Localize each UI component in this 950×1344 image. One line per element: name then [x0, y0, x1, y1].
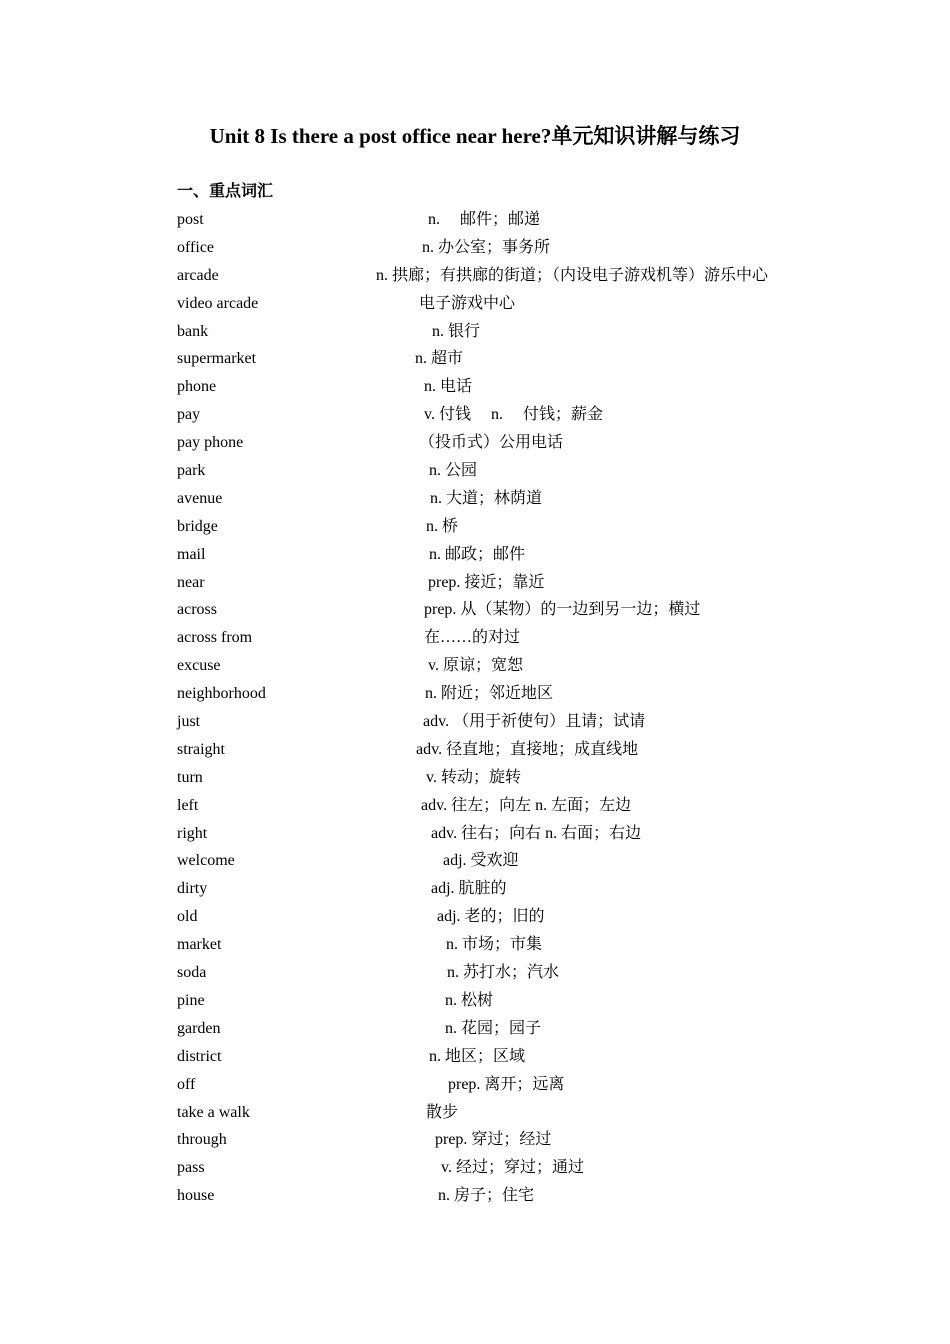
vocab-word: just	[177, 713, 201, 731]
vocab-word: across from	[177, 629, 253, 647]
vocab-word: welcome	[177, 852, 235, 870]
vocab-row	[0, 401, 950, 429]
vocab-definition: adv. 往左；向左 n. 左面；左边	[421, 796, 632, 814]
vocab-definition: n. 苏打水；汽水	[447, 964, 560, 982]
vocab-definition: n. 公园	[429, 462, 478, 480]
vocab-definition: n. 办公室；事务所	[422, 238, 551, 256]
vocab-definition: adj. 受欢迎	[443, 852, 519, 870]
vocab-row	[0, 764, 950, 792]
vocab-word: excuse	[177, 657, 221, 675]
vocab-definition: prep. 穿过；经过	[435, 1131, 552, 1149]
vocab-word: across	[177, 601, 217, 619]
vocab-row	[0, 736, 950, 764]
vocab-row	[0, 624, 950, 652]
vocab-row	[0, 513, 950, 541]
vocab-word: avenue	[177, 489, 223, 507]
vocab-row	[0, 1099, 950, 1127]
vocab-word: bridge	[177, 517, 218, 535]
vocab-definition: v. 原谅；宽恕	[428, 657, 523, 675]
vocab-definition: n. 桥	[426, 517, 459, 535]
vocab-definition: n. 市场；市集	[446, 936, 543, 954]
vocab-row	[0, 875, 950, 903]
vocab-row	[0, 1071, 950, 1099]
vocab-definition: adv. 往右；向右 n. 右面；右边	[431, 824, 642, 842]
vocab-definition: v. 转动；旋转	[426, 768, 521, 786]
vocab-row	[0, 262, 950, 290]
vocab-definition: adj. 肮脏的	[431, 880, 507, 898]
vocab-word: garden	[177, 1019, 221, 1037]
vocab-word: office	[177, 238, 215, 256]
vocab-row	[0, 206, 950, 234]
vocab-definition: adv. （用于祈使句）且请；试请	[423, 713, 646, 731]
vocab-word: pass	[177, 1159, 205, 1177]
vocab-row	[0, 987, 950, 1015]
vocab-row	[0, 429, 950, 457]
vocab-row	[0, 318, 950, 346]
vocab-row	[0, 457, 950, 485]
vocab-word: park	[177, 462, 206, 480]
vocab-row	[0, 373, 950, 401]
vocab-word: soda	[177, 964, 207, 982]
vocab-definition: n. 房子；住宅	[438, 1187, 535, 1205]
vocab-definition: n. 地区；区域	[429, 1047, 526, 1065]
vocab-definition: 散步	[426, 1103, 459, 1121]
vocabulary-list	[0, 206, 950, 1210]
vocab-word: neighborhood	[177, 685, 266, 703]
vocab-word: pine	[177, 991, 205, 1009]
vocab-definition: prep. 从（某物）的一边到另一边；横过	[424, 601, 701, 619]
vocab-definition: n. 电话	[424, 378, 473, 396]
vocab-row	[0, 652, 950, 680]
vocab-word: mail	[177, 545, 206, 563]
vocab-row	[0, 820, 950, 848]
vocab-word: left	[177, 796, 199, 814]
vocab-definition: n. 松树	[445, 991, 494, 1009]
vocab-row	[0, 1154, 950, 1182]
vocab-definition: prep. 离开；远离	[448, 1075, 565, 1093]
vocab-definition: （投币式）公用电话	[419, 434, 564, 452]
vocab-definition: n. 花园；园子	[445, 1019, 542, 1037]
page-title: Unit 8 Is there a post office near here?单元知识讲解与练习	[209, 124, 741, 148]
vocab-word: near	[177, 573, 205, 591]
vocab-row	[0, 569, 950, 597]
vocab-definition: n. 银行	[432, 322, 481, 340]
vocab-word: through	[177, 1131, 227, 1149]
vocab-word: pay phone	[177, 434, 244, 452]
vocab-word: turn	[177, 768, 203, 786]
vocab-word: arcade	[177, 266, 219, 284]
vocab-definition: v. 付钱 n. 付钱；薪金	[424, 406, 603, 424]
vocab-definition: n. 附近；邻近地区	[425, 685, 554, 703]
vocab-word: district	[177, 1047, 222, 1065]
vocab-row	[0, 345, 950, 373]
vocab-definition: 在……的对过	[424, 629, 521, 647]
vocab-row	[0, 792, 950, 820]
vocab-row	[0, 847, 950, 875]
vocab-definition: adj. 老的；旧的	[437, 908, 545, 926]
vocab-definition: adv. 径直地；直接地；成直线地	[416, 740, 639, 758]
vocab-row	[0, 1015, 950, 1043]
vocab-word: dirty	[177, 880, 208, 898]
vocab-word: post	[177, 211, 204, 228]
vocab-definition: n. 邮政；邮件	[429, 545, 526, 563]
vocab-word: take a walk	[177, 1103, 250, 1121]
vocab-definition: n. 大道；林荫道	[430, 489, 543, 507]
vocab-row	[0, 708, 950, 736]
vocab-word: old	[177, 908, 198, 926]
section-heading: 一、重点词汇	[177, 183, 274, 200]
vocab-definition: v. 经过；穿过；通过	[441, 1159, 584, 1177]
vocab-row	[0, 959, 950, 987]
vocab-word: phone	[177, 378, 217, 396]
vocab-row	[0, 541, 950, 569]
vocab-word: straight	[177, 740, 225, 758]
vocab-definition: prep. 接近；靠近	[428, 573, 545, 591]
vocab-row	[0, 485, 950, 513]
vocab-row	[0, 290, 950, 318]
vocab-row	[0, 903, 950, 931]
vocab-row	[0, 1126, 950, 1154]
vocab-word: off	[177, 1075, 196, 1093]
vocab-row	[0, 596, 950, 624]
vocab-row	[0, 931, 950, 959]
vocab-row	[0, 1043, 950, 1071]
vocab-word: supermarket	[177, 350, 257, 368]
vocab-row	[0, 680, 950, 708]
vocab-word: pay	[177, 406, 201, 424]
vocab-definition: n. 拱廊；有拱廊的街道；（内设电子游戏机等）游乐中心	[376, 266, 769, 284]
vocab-definition: n. 邮件；邮递	[428, 211, 541, 228]
vocab-word: bank	[177, 322, 209, 340]
vocab-row	[0, 1182, 950, 1210]
vocab-word: market	[177, 936, 222, 954]
vocab-definition: n. 超市	[415, 350, 464, 368]
vocab-definition: 电子游戏中心	[419, 294, 516, 312]
vocab-row	[0, 234, 950, 262]
vocab-word: right	[177, 824, 208, 842]
vocab-word: house	[177, 1187, 215, 1205]
vocab-word: video arcade	[177, 294, 259, 312]
